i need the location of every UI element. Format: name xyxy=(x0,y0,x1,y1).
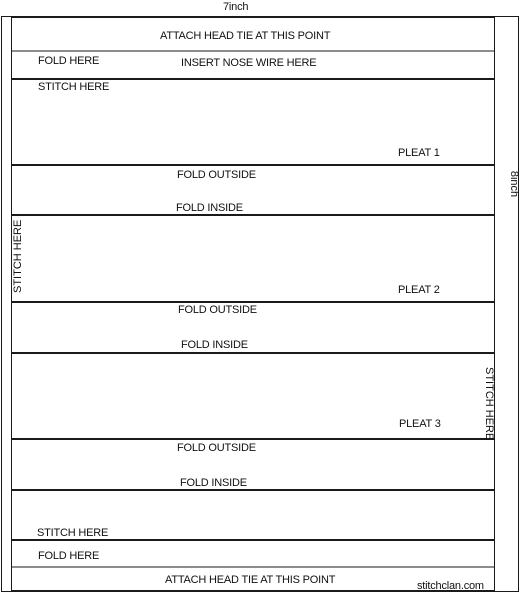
fold-here-top-label: FOLD HERE xyxy=(38,55,100,67)
attach-head-tie-bottom-label: ATTACH HEAD TIE AT THIS POINT xyxy=(165,574,336,586)
stitch-here-left-label: STITCH HERE xyxy=(12,219,24,293)
outer-frame xyxy=(2,17,519,592)
fold-inside-2-label: FOLD INSIDE xyxy=(181,339,248,351)
fold-outside-2-label: FOLD OUTSIDE xyxy=(178,304,257,316)
credit-label: stitchclan.com xyxy=(417,580,484,592)
width-dimension-label: 7inch xyxy=(223,1,249,13)
attach-head-tie-top-label: ATTACH HEAD TIE AT THIS POINT xyxy=(160,30,331,42)
pleat-1-label: PLEAT 1 xyxy=(398,147,440,159)
stitch-here-right-label: STITCH HERE xyxy=(483,367,495,441)
stitch-here-top-label: STITCH HERE xyxy=(38,81,110,93)
fold-inside-3-label: FOLD INSIDE xyxy=(180,477,247,489)
fold-outside-3-label: FOLD OUTSIDE xyxy=(177,442,256,454)
pleat-2-label: PLEAT 2 xyxy=(398,284,440,296)
fold-here-bottom-label: FOLD HERE xyxy=(38,550,100,562)
pleat-3-label: PLEAT 3 xyxy=(399,418,441,430)
stitch-here-bottom-label: STITCH HERE xyxy=(37,527,109,539)
fold-inside-1-label: FOLD INSIDE xyxy=(176,202,243,214)
height-dimension-label: 8inch xyxy=(508,170,520,198)
fold-outside-1-label: FOLD OUTSIDE xyxy=(177,169,256,181)
insert-nose-wire-label: INSERT NOSE WIRE HERE xyxy=(181,57,317,69)
